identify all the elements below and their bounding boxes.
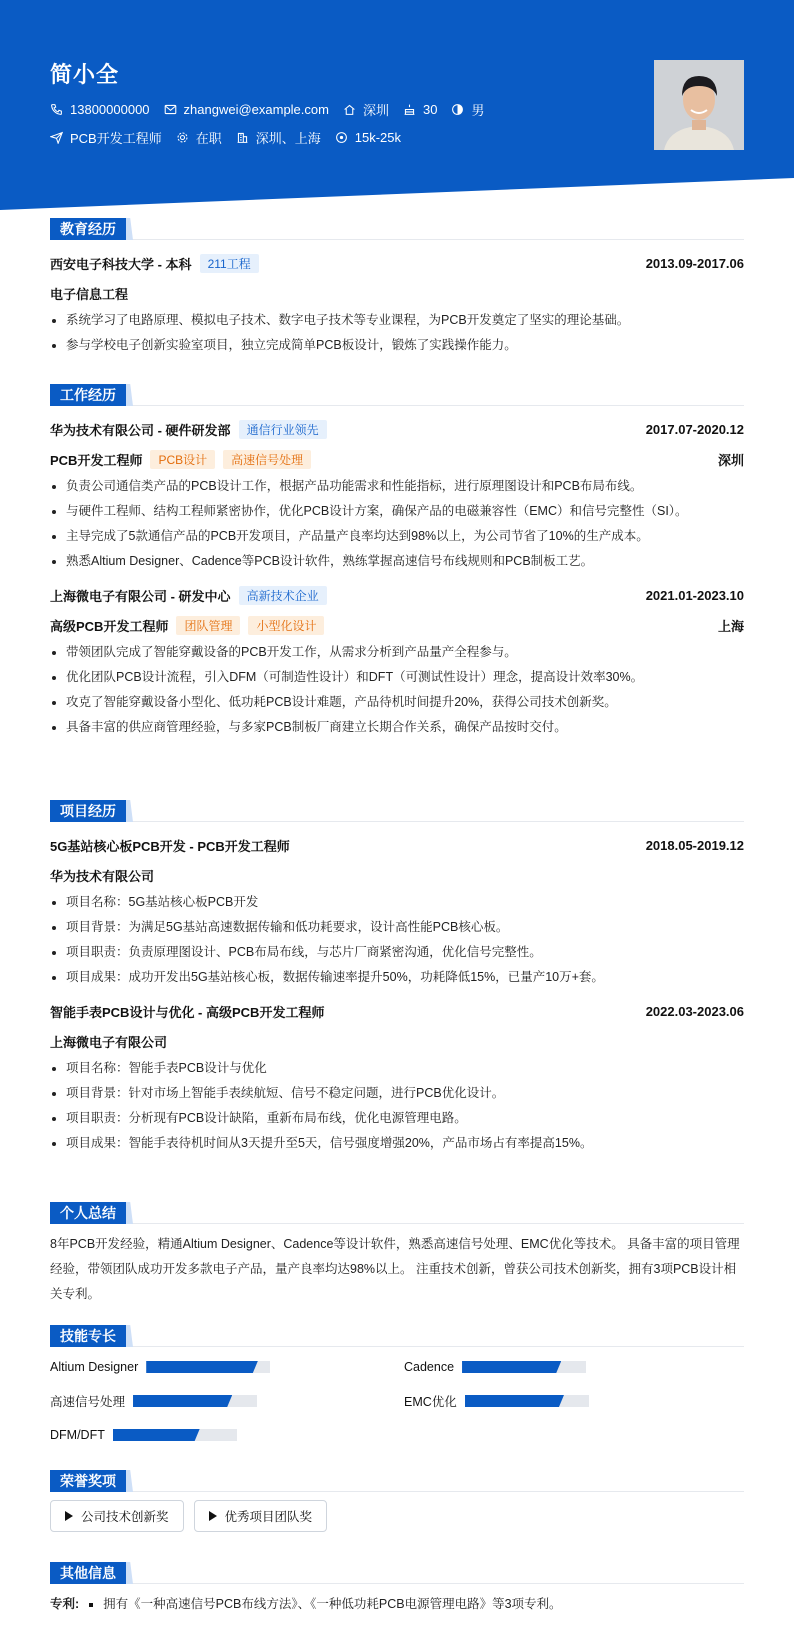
school-tag: 211工程	[200, 254, 259, 273]
work-section	[50, 384, 744, 740]
coin-icon	[335, 131, 348, 144]
phone-item	[50, 102, 150, 117]
major-row	[50, 278, 744, 308]
gender-text: 男	[471, 103, 485, 118]
projects-title-bar	[50, 800, 744, 822]
play-icon	[209, 1511, 217, 1521]
list-item: 优化团队PCB设计流程，引入DFM（可制造性设计）和DFT（可测试性设计）理念，提高设计效率30%。	[50, 665, 744, 690]
role-tag: 高速信号处理	[223, 450, 311, 469]
major-name: 电子信息工程	[50, 286, 129, 302]
list-item: 项目成果：智能手表待机时间从3天提升至5天，信号强度增强20%，产品市场占有率提高15%。	[50, 1131, 744, 1156]
skill-bar-fill	[146, 1361, 258, 1373]
age-item	[403, 102, 437, 117]
education-bullets	[50, 308, 744, 358]
skill-label: 高速信号处理	[50, 1395, 126, 1409]
city-text: 深圳	[362, 103, 389, 118]
contact-row	[50, 100, 498, 119]
project-bullets	[50, 890, 744, 990]
project-company-row	[50, 1026, 744, 1056]
job-row	[50, 128, 415, 147]
other-heading: 其他信息	[50, 1562, 126, 1584]
project-company: 华为技术有限公司	[50, 868, 155, 884]
list-item: 参与学校电子创新实验室项目，独立完成简单PCB板设计，锻炼了实践操作能力。	[50, 333, 744, 358]
skills-grid	[50, 1355, 744, 1447]
education-date: 2013.09-2017.06	[645, 255, 744, 271]
work-bullets	[50, 640, 744, 740]
skill-bar	[465, 1395, 589, 1407]
skill-bar-fill	[465, 1395, 564, 1407]
education-section	[50, 218, 744, 358]
school-name: 西安电子科技大学 - 本科	[50, 256, 192, 272]
project-bullets	[50, 1056, 744, 1156]
project-date: 2022.03-2023.06	[645, 1003, 744, 1019]
patent-text: 拥有《一种高速信号PCB布线方法》、《一种低功耗PCB电源管理电路》等3项专利。	[103, 1597, 562, 1611]
summary-text: 8年PCB开发经验，精通Altium Designer、Cadence等设计软件，熟悉高速信号处理、EMC优化等技术。 具备丰富的项目管理经验，带领团队成功开发多款电子产品，量产良率均达98%以上。 注重技术创新，曾获公司技术创新奖，拥有3项PCB设计相关专利。	[50, 1237, 740, 1301]
award-label: 优秀项目团队奖	[224, 1510, 313, 1524]
email-icon	[164, 103, 177, 116]
education-header-row	[50, 248, 744, 278]
project-header-row	[50, 996, 744, 1026]
list-item: 具备丰富的供应商管理经验，与多家PCB制板厂商建立长期合作关系，确保产品按时交付。	[50, 715, 744, 740]
skill-item	[50, 1355, 390, 1379]
list-item: 项目名称：智能手表PCB设计与优化	[50, 1056, 744, 1081]
company-tag: 通信行业领先	[239, 420, 327, 439]
skill-item	[404, 1389, 744, 1413]
project-company-row	[50, 860, 744, 890]
list-item: 熟悉Altium Designer、Cadence等PCB设计软件，熟练掌握高速信号布线规则和PCB制板工艺。	[50, 549, 744, 574]
gender-item	[451, 100, 484, 119]
skills-heading: 技能专长	[50, 1325, 126, 1347]
list-item: 项目名称：5G基站核心板PCB开发	[50, 890, 744, 915]
skill-item	[404, 1355, 744, 1379]
awards-list	[50, 1500, 744, 1532]
position-item	[50, 128, 162, 147]
status-item	[176, 128, 222, 147]
other-title-bar	[50, 1562, 744, 1584]
list-item: 带领团队完成了智能穿戴设备的PCB开发工作，从需求分析到产品量产全程参与。	[50, 640, 744, 665]
skill-bar	[462, 1361, 586, 1373]
work-header-row	[50, 580, 744, 610]
city-item	[343, 100, 389, 119]
summary-title-bar	[50, 1202, 744, 1224]
role-name: 高级PCB开发工程师	[50, 618, 169, 634]
projects-heading: 项目经历	[50, 800, 126, 822]
role-name: PCB开发工程师	[50, 452, 143, 468]
awards-heading: 荣誉奖项	[50, 1470, 126, 1492]
list-item: 攻克了智能穿戴设备小型化、低功耗PCB设计难题，产品待机时间提升20%，获得公司技术创新奖。	[50, 690, 744, 715]
phone-icon	[50, 103, 63, 116]
company-tag: 高新技术企业	[239, 586, 327, 605]
skill-bar	[113, 1429, 237, 1441]
skill-item	[50, 1423, 390, 1447]
project-header-row	[50, 830, 744, 860]
skill-bar-fill	[133, 1395, 232, 1407]
project-date: 2018.05-2019.12	[645, 837, 744, 853]
skill-bar-fill	[113, 1429, 200, 1441]
skill-bar	[133, 1395, 257, 1407]
summary-section	[50, 1202, 744, 1307]
gender-icon	[451, 103, 464, 116]
role-row	[50, 444, 744, 474]
bullet-square-icon	[89, 1603, 93, 1607]
building-icon	[236, 131, 249, 144]
play-icon	[65, 1511, 73, 1521]
locations-item	[236, 128, 321, 147]
award-label: 公司技术创新奖	[81, 1510, 169, 1524]
project-title: 智能手表PCB设计与优化 - 高级PCB开发工程师	[50, 1004, 325, 1020]
work-date: 2021.01-2023.10	[645, 587, 744, 603]
list-item: 项目背景：为满足5G基站高速数据传输和低功耗要求，设计高性能PCB核心板。	[50, 915, 744, 940]
work-city: 深圳	[717, 452, 744, 468]
profile-photo	[654, 60, 744, 150]
status-text: 在职	[195, 131, 222, 146]
gear-icon	[176, 131, 189, 144]
list-item: 负责公司通信类产品的PCB设计工作，根据产品功能需求和性能指标，进行原理图设计和PCB布局布线。	[50, 474, 744, 499]
education-heading: 教育经历	[50, 218, 126, 240]
work-bullets	[50, 474, 744, 574]
list-item: 项目职责：分析现有PCB设计缺陷，重新布局布线，优化电源管理电路。	[50, 1106, 744, 1131]
list-item: 与硬件工程师、结构工程师紧密协作，优化PCB设计方案，确保产品的电磁兼容性（EMC）和信号完整性（SI）。	[50, 499, 744, 524]
role-tag: 团队管理	[176, 616, 240, 635]
salary-text: 15k-25k	[354, 130, 402, 145]
award-item	[194, 1500, 328, 1532]
other-section	[50, 1562, 744, 1617]
list-item: 项目背景：针对市场上智能手表续航短、信号不稳定问题，进行PCB优化设计。	[50, 1081, 744, 1106]
phone-text: 13800000000	[70, 102, 150, 117]
home-icon	[343, 103, 356, 116]
skill-label: EMC优化	[404, 1395, 457, 1409]
header	[0, 0, 794, 200]
skill-bar	[146, 1361, 270, 1373]
send-icon	[50, 131, 63, 144]
list-item: 项目成果：成功开发出5G基站核心板，数据传输速率提升50%，功耗降低15%，已量产10万+套。	[50, 965, 744, 990]
skill-label: Cadence	[404, 1360, 455, 1374]
age-text: 30	[422, 102, 438, 117]
role-tag: PCB设计	[150, 450, 215, 469]
company-name: 华为技术有限公司 - 硬件研发部	[50, 422, 231, 438]
patent-row	[50, 1592, 744, 1617]
role-tag: 小型化设计	[248, 616, 324, 635]
skill-bar-fill	[462, 1361, 561, 1373]
email-item	[164, 102, 329, 117]
work-title-bar	[50, 384, 744, 406]
skills-section	[50, 1325, 744, 1447]
work-header-row	[50, 414, 744, 444]
work-heading: 工作经历	[50, 384, 126, 406]
awards-section	[50, 1470, 744, 1532]
company-name: 上海微电子有限公司 - 研发中心	[50, 588, 231, 604]
list-item: 系统学习了电路原理、模拟电子技术、数字电子技术等专业课程，为PCB开发奠定了坚实的理论基础。	[50, 308, 744, 333]
candidate-name: 简小全	[50, 62, 120, 87]
skills-title-bar	[50, 1325, 744, 1347]
project-company: 上海微电子有限公司	[50, 1034, 168, 1050]
locations-text: 深圳、上海	[255, 131, 321, 146]
work-city: 上海	[717, 618, 744, 634]
position-text: PCB开发工程师	[70, 131, 162, 146]
work-date: 2017.07-2020.12	[645, 421, 744, 437]
email-text: zhangwei@example.com	[183, 102, 329, 117]
skill-item	[50, 1389, 390, 1413]
education-title-bar	[50, 218, 744, 240]
awards-title-bar	[50, 1470, 744, 1492]
salary-item	[335, 130, 401, 145]
skill-label: Altium Designer	[50, 1360, 139, 1374]
list-item: 项目职责：负责原理图设计、PCB布局布线，与芯片厂商紧密沟通，优化信号完整性。	[50, 940, 744, 965]
award-item	[50, 1500, 184, 1532]
role-row	[50, 610, 744, 640]
cake-icon	[403, 103, 416, 116]
patent-label: 专利:	[50, 1597, 80, 1611]
summary-heading: 个人总结	[50, 1202, 126, 1224]
project-title: 5G基站核心板PCB开发 - PCB开发工程师	[50, 838, 290, 854]
skill-label: DFM/DFT	[50, 1428, 105, 1442]
projects-section	[50, 800, 744, 1156]
list-item: 主导完成了5款通信产品的PCB开发项目，产品量产良率均达到98%以上，为公司节省了10%的生产成本。	[50, 524, 744, 549]
